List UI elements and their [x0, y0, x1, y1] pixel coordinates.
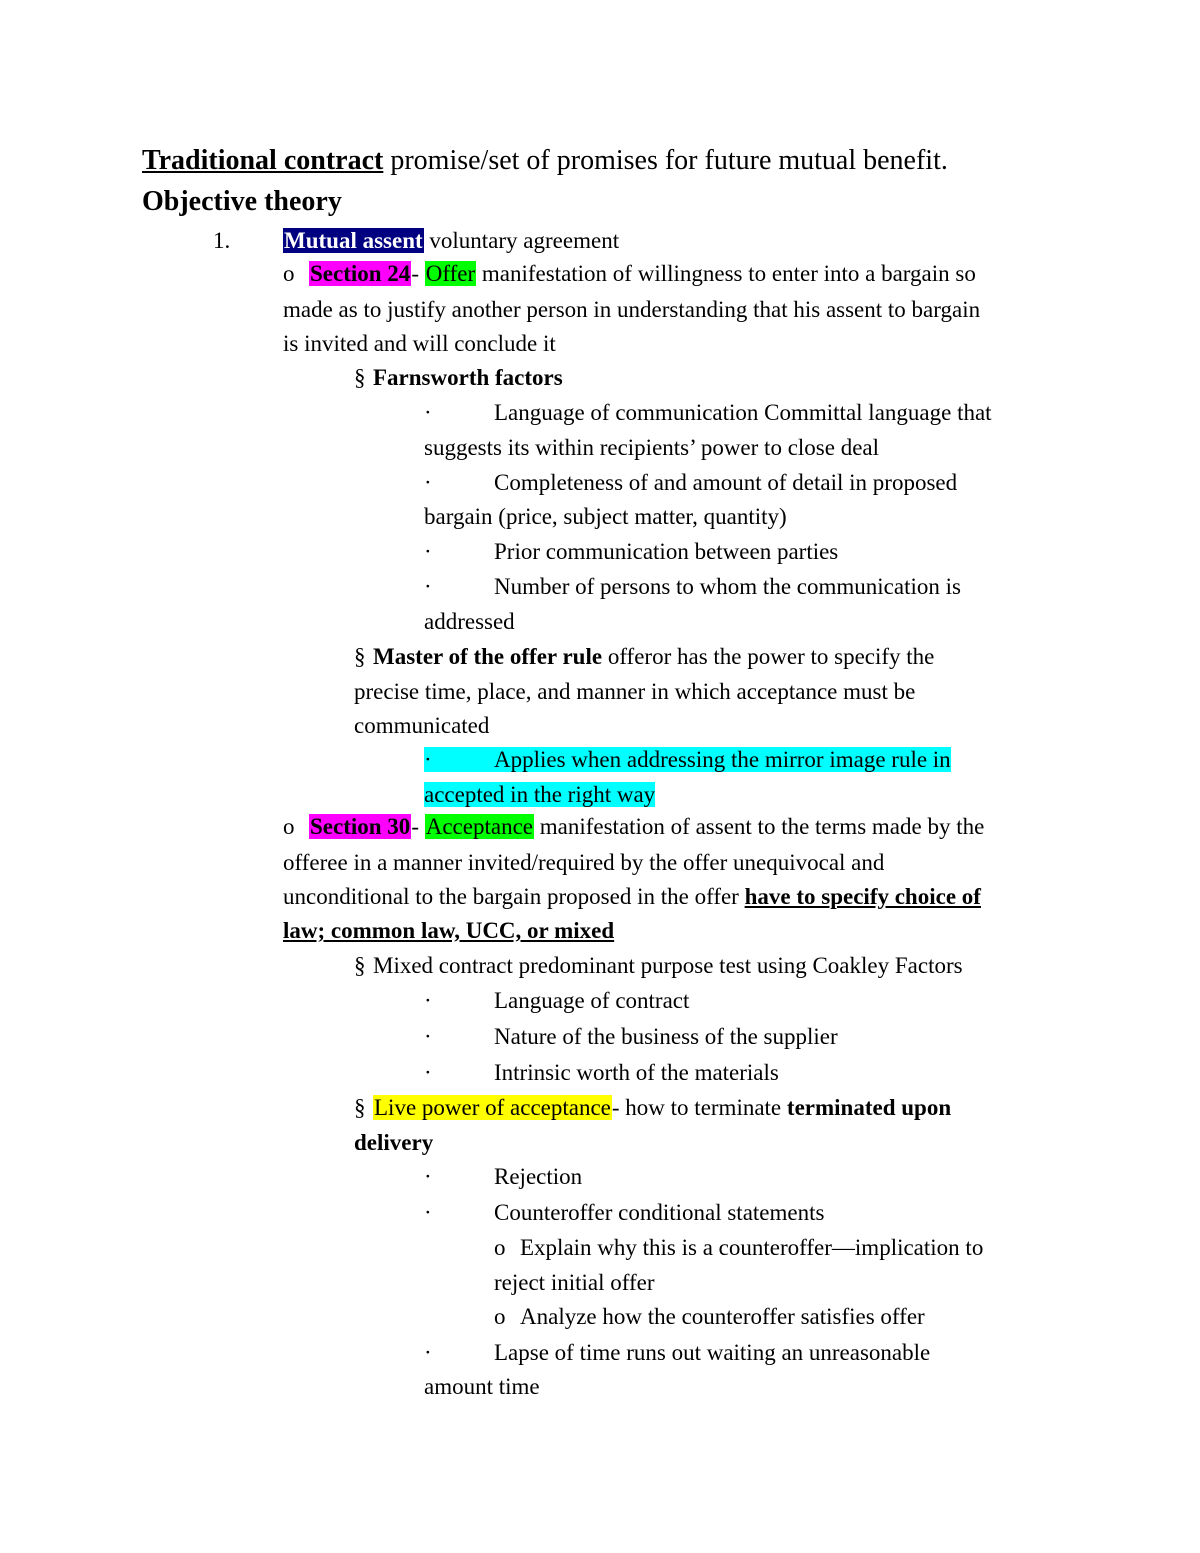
list-item [424, 984, 689, 1018]
text-line: Nature of the business of the supplier [494, 1024, 838, 1049]
cyan-highlight [424, 747, 951, 772]
live-power-term: Live power of acceptance [374, 1095, 611, 1120]
terminated-note: terminated upon [786, 1095, 952, 1120]
terminated-note: delivery [354, 1130, 434, 1155]
text-line: Number of persons to whom the communication is [494, 574, 961, 599]
choice-of-law-note: have to specify choice of [744, 884, 981, 909]
text-line [424, 778, 655, 812]
list-item [494, 1231, 983, 1265]
text-line: is invited and will conclude it [283, 331, 556, 356]
text-line: addressed [424, 609, 515, 634]
list-number: 1. [213, 228, 231, 253]
acceptance-term: Acceptance [425, 814, 533, 839]
list-item [213, 224, 619, 258]
text-line: offeror has the power to specify the [602, 644, 935, 669]
text-line: suggests its within recipients’ power to close deal [424, 435, 880, 460]
section-24-term: Section 24 [310, 261, 411, 286]
circle-bullet: o [283, 261, 295, 286]
text-line: Applies when addressing the mirror image rule in [494, 747, 951, 772]
farnsworth-heading: Farnsworth factors [373, 365, 563, 390]
text-line: bargain (price, subject matter, quantity) [424, 504, 787, 529]
text-line: Counteroffer conditional statements [494, 1200, 825, 1225]
dot-bullet: · [424, 1200, 432, 1225]
offer-term: Offer [425, 261, 476, 286]
text-line: made as to justify another person in understanding that his assent to bargain [283, 297, 981, 322]
list-item [424, 1160, 582, 1194]
heading-definition: promise/set of promises for future mutual benefit. [383, 145, 948, 176]
master-rule-term: Master of the offer rule [373, 644, 603, 669]
text-line: manifestation of assent to the terms made by the [534, 814, 985, 839]
text-line: Mixed contract predominant purpose test using Coakley Factors [373, 953, 963, 978]
dot-bullet: · [424, 747, 432, 772]
list-item [354, 949, 963, 983]
text-line: offeree in a manner invited/required by the offer unequivocal and [283, 850, 885, 875]
dot-bullet: · [424, 1164, 432, 1189]
text-line: manifestation of willingness to enter into a bargain so [476, 261, 976, 286]
circle-bullet: o [494, 1235, 506, 1260]
subheading: Objective theory [142, 186, 342, 217]
list-item [424, 1056, 779, 1090]
text-line: Prior communication between parties [494, 539, 839, 564]
list-item [354, 640, 934, 674]
dash: - [411, 814, 419, 839]
list-item [494, 1300, 925, 1334]
section-bullet: § [354, 1095, 366, 1120]
text-line: Language of contract [494, 988, 690, 1013]
section-bullet: § [354, 365, 366, 390]
cyan-highlight: accepted in the right way [424, 782, 656, 807]
list-item [424, 1336, 930, 1370]
text-line: Language of communication Committal language that [494, 400, 992, 425]
list-item [424, 535, 838, 569]
dot-bullet: · [424, 988, 432, 1013]
list-item [424, 396, 992, 430]
circle-bullet: o [494, 1304, 506, 1329]
list-item [424, 743, 951, 777]
text-line: amount time [424, 1374, 540, 1399]
heading-term: Traditional contract [142, 145, 384, 176]
dot-bullet: · [424, 400, 432, 425]
list-item [424, 1020, 838, 1054]
list-item [354, 361, 563, 395]
text-line: Rejection [494, 1164, 583, 1189]
list-item [424, 1196, 824, 1230]
list-item [424, 570, 961, 604]
mutual-assent-definition: voluntary agreement [423, 228, 620, 253]
text-segment: unconditional to the bargain proposed in the offer [283, 884, 745, 909]
text-line: Analyze how the counteroffer satisfies offer [520, 1304, 925, 1329]
text-line: Completeness of and amount of detail in proposed [494, 470, 958, 495]
dot-bullet: · [424, 1024, 432, 1049]
text-line: reject initial offer [494, 1270, 655, 1295]
text-segment: - how to terminate [611, 1095, 787, 1120]
list-item [283, 810, 984, 844]
text-line: Lapse of time runs out waiting an unreasonable [494, 1340, 931, 1365]
text-line: Explain why this is a counteroffer—implication to [520, 1235, 984, 1260]
section-bullet: § [354, 644, 366, 669]
dot-bullet: · [424, 574, 432, 599]
heading-line [142, 141, 948, 181]
list-item [283, 257, 976, 291]
text-line [283, 880, 981, 914]
dot-bullet: · [424, 539, 432, 564]
dot-bullet: · [424, 1060, 432, 1085]
section-30-term: Section 30 [310, 814, 411, 839]
text-line: communicated [354, 713, 490, 738]
choice-of-law-note: law; common law, UCC, or mixed [283, 918, 615, 943]
section-bullet: § [354, 953, 366, 978]
text-line: Intrinsic worth of the materials [494, 1060, 779, 1085]
dot-bullet: · [424, 1340, 432, 1365]
list-item [424, 466, 957, 500]
list-item [354, 1091, 951, 1125]
mutual-assent-term: Mutual assent [284, 228, 423, 253]
dot-bullet: · [424, 470, 432, 495]
circle-bullet: o [283, 814, 295, 839]
dash: - [411, 261, 419, 286]
text-line: precise time, place, and manner in which acceptance must be [354, 679, 916, 704]
